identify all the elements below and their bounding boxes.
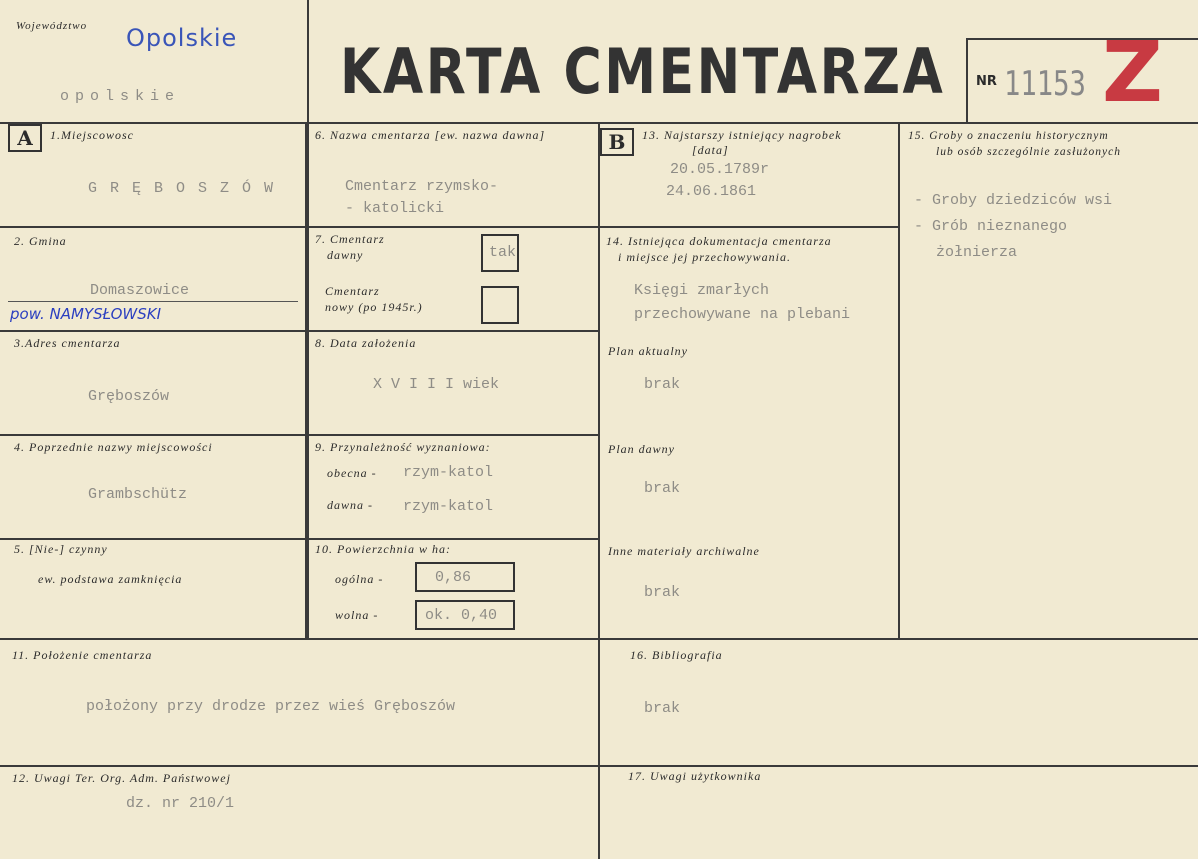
label: Plan aktualny xyxy=(608,344,688,358)
label: Inne materiały archiwalne xyxy=(608,544,760,558)
value: - Grób nieznanego xyxy=(914,218,1068,235)
label: 15. Groby o znaczeniu historycznym xyxy=(908,130,1109,142)
value: ok. 0,40 xyxy=(425,607,498,624)
value: brak xyxy=(644,700,681,717)
page-title: KARTA CMENTARZA xyxy=(340,35,946,108)
wojewodztwo-label: Województwo xyxy=(16,20,88,32)
field-najstarszy-nagrobek xyxy=(598,122,900,228)
nr-value: 11153 xyxy=(1004,64,1086,104)
nowy-checkbox[interactable] xyxy=(481,286,519,324)
value: brak xyxy=(644,480,681,497)
label: lub osób szczególnie zasłużonych xyxy=(936,146,1122,158)
value: brak xyxy=(644,584,681,601)
value: rzym-katol xyxy=(403,498,494,515)
label: 16. Bibliografia xyxy=(630,648,723,662)
label: [data] xyxy=(692,143,729,157)
field-miejscowosc xyxy=(0,122,309,228)
field-dokumentacja xyxy=(598,226,900,640)
field-poprzednie-nazwy xyxy=(0,434,309,540)
dawny-checkbox[interactable] xyxy=(481,234,519,272)
nr-label: NR xyxy=(976,74,997,89)
value: rzym-katol xyxy=(403,464,494,481)
label: 10. Powierzchnia w ha: xyxy=(315,542,451,556)
label: Plan dawny xyxy=(608,442,675,456)
value: Księgi zmarłych xyxy=(634,282,770,299)
field-groby-historyczne xyxy=(898,122,1198,640)
label: 4. Poprzednie nazwy miejscowości xyxy=(14,440,213,454)
value: 20.05.1789r xyxy=(670,161,770,178)
field-cmentarz-typ xyxy=(305,226,600,332)
value: G R Ę B O S Z Ó W xyxy=(88,180,276,197)
section-a-letter: A xyxy=(8,124,42,152)
label: 12. Uwagi Ter. Org. Adm. Państwowej xyxy=(12,771,231,785)
label: 2. Gmina xyxy=(14,234,67,248)
ogolna-box xyxy=(415,562,515,592)
red-mark: Z xyxy=(1102,23,1163,121)
label: wolna - xyxy=(335,608,379,622)
value: Grambschütz xyxy=(88,486,188,503)
label: nowy (po 1945r.) xyxy=(325,300,423,314)
label: 14. Istniejąca dokumentacja cmentarza xyxy=(606,234,832,248)
value: 0,86 xyxy=(435,569,472,586)
wojewodztwo-stamp: Opolskie xyxy=(126,24,238,52)
label: dawny xyxy=(327,248,364,262)
field-data-zalozenia xyxy=(305,330,600,436)
value: Domaszowice xyxy=(90,282,190,299)
value: przechowywane na plebani xyxy=(634,306,851,323)
section-b-letter: B xyxy=(600,128,634,156)
label: obecna - xyxy=(327,466,377,480)
value: żołnierza xyxy=(936,244,1018,261)
value: Cmentarz rzymsko- xyxy=(345,178,499,195)
value: - katolicki xyxy=(345,200,445,217)
value: dz. nr 210/1 xyxy=(126,795,235,812)
label: 3.Adres cmentarza xyxy=(14,336,121,350)
value: - Groby dziedziców wsi xyxy=(914,192,1113,209)
field-przynaleznosc xyxy=(305,434,600,540)
label: 8. Data założenia xyxy=(315,336,417,350)
value: położony przy drodze przez wieś Gręboszów xyxy=(86,698,456,715)
label: 17. Uwagi użytkownika xyxy=(628,769,762,783)
label: i miejsce jej przechowywania. xyxy=(618,250,791,264)
label: Cmentarz xyxy=(325,284,380,298)
label: 1.Miejscowosc xyxy=(50,128,134,142)
wolna-box xyxy=(415,600,515,630)
value: brak xyxy=(644,376,681,393)
value: 24.06.1861 xyxy=(666,183,757,200)
field-gmina xyxy=(0,226,309,332)
field-czynny xyxy=(0,538,309,640)
value: X V I I I wiek xyxy=(373,376,500,393)
label: 7. Cmentarz xyxy=(315,232,385,246)
field-uwagi-uzytkownika xyxy=(598,765,1198,859)
field-powierzchnia xyxy=(305,538,600,640)
label: 5. [Nie-] czynny xyxy=(14,542,108,556)
label: 11. Położenie cmentarza xyxy=(12,648,153,662)
field-uwagi-ter xyxy=(0,765,600,859)
nr-box xyxy=(966,23,1198,124)
value: Gręboszów xyxy=(88,388,170,405)
sublabel: ew. podstawa zamknięcia xyxy=(38,572,183,586)
label: ogólna - xyxy=(335,572,384,586)
field-bibliografia xyxy=(598,638,1198,767)
label: 6. Nazwa cmentarza [ew. nazwa dawna] xyxy=(315,128,546,142)
label: 13. Najstarszy istniejący nagrobek xyxy=(642,128,842,142)
value: tak xyxy=(489,244,517,261)
label: dawna - xyxy=(327,498,373,512)
handwritten-note: pow. NAMYSŁOWSKI xyxy=(10,305,162,323)
wojewodztwo-typed: opolskie xyxy=(60,88,181,105)
field-polozenie xyxy=(0,638,600,767)
field-adres xyxy=(0,330,309,436)
wojewodztwo-cell xyxy=(0,0,309,124)
label: 9. Przynależność wyznaniowa: xyxy=(315,440,491,454)
field-nazwa-cmentarza xyxy=(305,122,600,228)
